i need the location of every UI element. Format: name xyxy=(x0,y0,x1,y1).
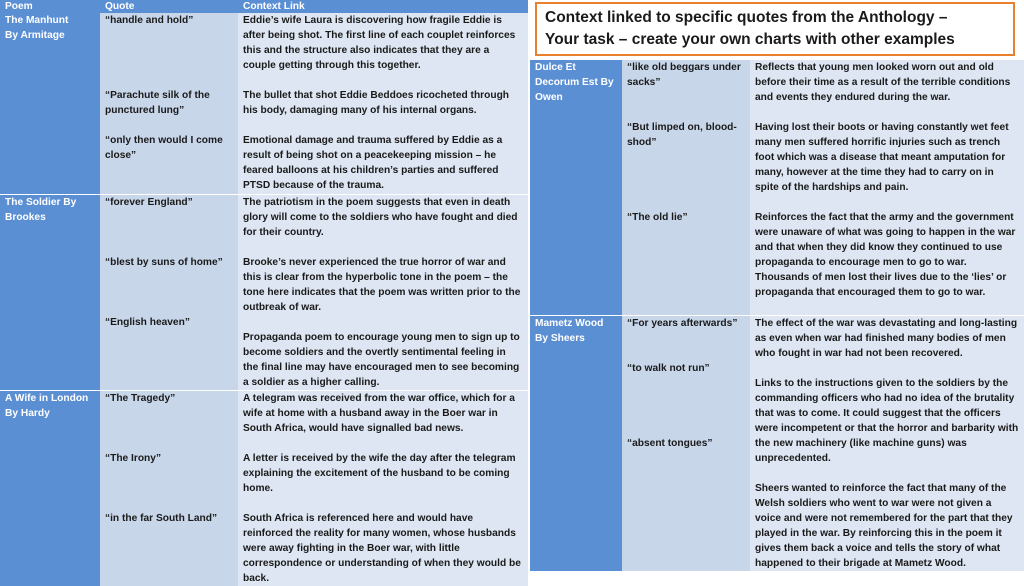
poem-author: By Hardy xyxy=(5,406,95,421)
table-row xyxy=(0,391,528,586)
context-cell xyxy=(750,316,1024,572)
context-text: Brooke’s never experienced the true horror of war and this is clear from the hyperbolic tone in the poem – the tone here indicates that the poem was written prior to the outbreak of war. xyxy=(243,255,523,330)
context-text: The bullet that shot Eddie Beddoes ricocheted through his body, damaging many of his internal organs. xyxy=(243,88,523,133)
table-row xyxy=(0,13,528,195)
header-context: Context Link xyxy=(238,0,528,13)
poem-cell-wife-in-london xyxy=(0,391,100,586)
header-poem: Poem xyxy=(0,0,100,13)
poem-title: Dulce Et xyxy=(535,60,617,75)
context-text: The effect of the war was devastating and long-lasting as even when war had finished many bodies of men who fought in war had not been recovered. xyxy=(755,316,1019,376)
context-text: Sheers wanted to reinforce the fact that many of the Welsh soldiers who went to war were not given a voice and were not remembered for the part that they played in the war. By reinforcing this in the poem it gives them back a voice and tells the story of what happened to their brigade at Mametz Wood. xyxy=(755,481,1019,571)
quote-cell xyxy=(622,316,750,572)
quote-text: “handle and hold” xyxy=(105,13,233,88)
context-text: The patriotism in the poem suggests that even in death glory will come to the soldiers who have fought and died for their country. xyxy=(243,195,523,255)
quote-text: “English heaven” xyxy=(105,315,233,330)
quote-cell xyxy=(100,195,238,391)
context-text: Emotional damage and trauma suffered by Eddie as a result of being shot on a peacekeeping mission – he feared balloons at his children’s parties and suffered PTSD because of the trauma. xyxy=(243,133,523,193)
poem-author: Owen xyxy=(535,90,617,105)
title-box xyxy=(535,2,1015,56)
context-text: Reinforces the fact that the army and the government were unaware of what was going to happen in the war and that when they did know they continued to use propaganda to encourage men to go to war. Thousands of men lost their lives due to the ‘lies’ or propaganda that encouraged them to go to war. xyxy=(755,210,1019,300)
context-text: Having lost their boots or having constantly wet feet many men suffered horrific injuries such as trench foot which was a disease that meant amputation for many, however at the time they had to carry on in spite of the hardships and pain. xyxy=(755,120,1019,210)
table-row xyxy=(0,195,528,391)
context-text: Links to the instructions given to the soldiers by the commanding officers who had no idea of the brutality that was to come. It could suggest that the officers were incompetent or that the horror and barbarity with the new machinery (like machine guns) was unprecedented. xyxy=(755,376,1019,481)
quote-text: “The Irony” xyxy=(105,451,233,511)
quote-text: “blest by suns of home” xyxy=(105,255,233,315)
poem-cell-soldier xyxy=(0,195,100,391)
title-line-1: Context linked to specific quotes from the Anthology – xyxy=(545,7,1005,29)
context-cell xyxy=(238,195,528,391)
quote-text: “But limped on, blood-shod” xyxy=(627,120,745,210)
context-text: Propaganda poem to encourage young men to sign up to become soldiers and the overtly sentimental feeling in the final line may have encouraged men to see becoming a soldier as a higher calling. xyxy=(243,330,523,390)
context-text: Eddie’s wife Laura is discovering how fragile Eddie is after being shot. The first line of each couplet reinforces this and the structure also indicates that they are a couple getting through this together. xyxy=(243,13,523,88)
title-line-2: Your task – create your own charts with other examples xyxy=(545,29,1005,51)
quote-text: “Parachute silk of the punctured lung” xyxy=(105,88,233,133)
context-text: A telegram was received from the war office, which for a wife at home with a husband away in the Boer war in South Africa, would have signalled bad news. xyxy=(243,391,523,451)
poem-title: The Soldier By xyxy=(5,195,95,210)
context-text: South Africa is referenced here and would have reinforced the reality for many women, whose husbands were away fighting in the Boer war, with little correspondence or understanding of when they would be back. xyxy=(243,511,523,586)
poem-cell-dulce-et-decorum xyxy=(530,60,622,316)
poem-title: Mametz Wood xyxy=(535,316,617,331)
poem-title-cont: Decorum Est By xyxy=(535,75,617,90)
quote-text: “The Tragedy” xyxy=(105,391,233,451)
context-text: A letter is received by the wife the day after the telegram explaining the excitement of the husband to be coming home. xyxy=(243,451,523,511)
quote-text: “For years afterwards” xyxy=(627,316,745,361)
poem-title: A Wife in London xyxy=(5,391,95,406)
table-row xyxy=(530,60,1024,316)
context-cell xyxy=(238,391,528,586)
quotes-table-right xyxy=(530,60,1024,571)
quote-cell xyxy=(100,391,238,586)
poem-title: The Manhunt xyxy=(5,13,95,28)
quote-text: “like old beggars under sacks” xyxy=(627,60,745,120)
context-cell xyxy=(238,13,528,195)
context-cell xyxy=(750,60,1024,316)
context-text: Reflects that young men looked worn out and old before their time as a result of the terrible conditions and events they endured during the war. xyxy=(755,60,1019,120)
header-quote: Quote xyxy=(100,0,238,13)
quote-text: “The old lie” xyxy=(627,210,745,225)
quote-text: “in the far South Land” xyxy=(105,511,233,526)
quote-text: “forever England” xyxy=(105,195,233,255)
quote-text: “to walk not run” xyxy=(627,361,745,436)
poem-author: By Sheers xyxy=(535,331,617,346)
quote-cell xyxy=(622,60,750,316)
poem-cell-manhunt xyxy=(0,13,100,195)
poem-cell-mametz-wood xyxy=(530,316,622,572)
poem-author: Brookes xyxy=(5,210,95,225)
poem-author: By Armitage xyxy=(5,28,95,43)
table-header-row xyxy=(0,0,528,13)
table-row xyxy=(530,316,1024,572)
quote-text: “absent tongues” xyxy=(627,436,745,451)
quote-cell xyxy=(100,13,238,195)
quote-text: “only then would I come close” xyxy=(105,133,233,163)
